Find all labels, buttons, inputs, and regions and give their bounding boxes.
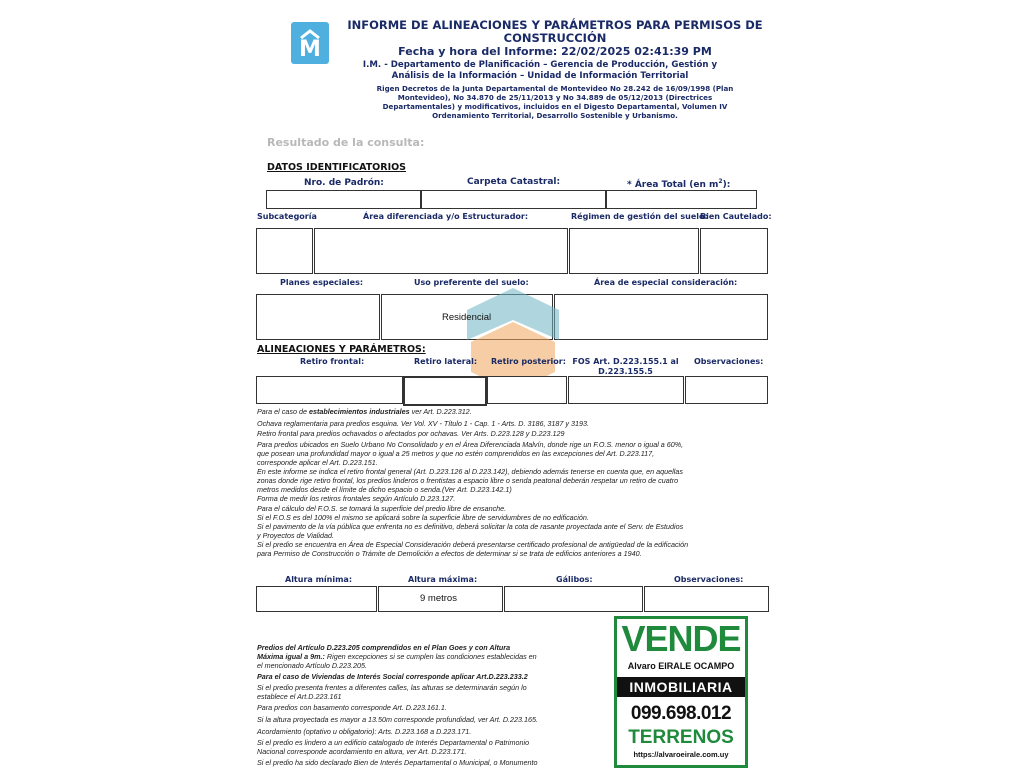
retiro-lateral-field[interactable] [403, 376, 487, 406]
altura-minima-field[interactable] [256, 586, 377, 612]
bottom-note-text: establece el Art.D.223.161 [257, 692, 342, 701]
planes-field[interactable] [256, 294, 380, 340]
note-text: corresponde aplicar el Art. D.223.151. [257, 458, 378, 467]
retiro-posterior-field[interactable] [487, 376, 567, 404]
area-total-label [627, 178, 730, 190]
note-text: Ochava reglamentaria para predios esquina. Ver Vol. XV - Título 1 - Cap. 1 - Arts. D. 3186, 3187 y 3193. [257, 419, 589, 428]
bien-cautelado-field[interactable] [700, 228, 768, 274]
real-estate-ad [614, 616, 748, 768]
retiro-frontal-label: Retiro frontal: [300, 357, 365, 366]
ad-name: Alvaro EIRALE OCAMPO [627, 661, 735, 671]
note-text: Para el cálculo del F.O.S. se tomará la superficie del predio libre de ensanche. [257, 504, 507, 513]
area-total-text: * Área Total (en m [627, 180, 719, 190]
note-line [257, 550, 642, 558]
bottom-note-line [257, 728, 471, 736]
note-text: En este informe se indica el retiro frontal general (Art. D.223.126 al D.223.142), debiendo además tenerse en cuenta que, en aquellas [257, 467, 683, 476]
retiro-posterior-label: Retiro posterior: [491, 357, 566, 366]
decree-line-1: Rigen Decretos de la Junta Departamental de Montevideo No 28.242 de 16/09/1998 (Plan [376, 84, 734, 93]
bottom-note-line [257, 673, 528, 681]
bottom-note-line [257, 716, 538, 724]
bottom-note-text: Nacional corresponde acordamiento en altura, ver Art. D.223.171. [257, 747, 467, 756]
retiro-frontal-field[interactable] [256, 376, 403, 404]
note-text: que posean una profundidad mayor o igual a 25 metros y que no estén comprendidos en las excepciones del Art. D.223.117, [257, 449, 655, 458]
department [340, 60, 740, 81]
bottom-note-line [257, 704, 447, 712]
altura-maxima-label: Altura máxima: [408, 575, 478, 584]
report-datetime: Fecha y hora del Informe: 22/02/2025 02:41:39 PM [398, 45, 712, 58]
note-text: metros medidos desde el límite de dicho espacio o senda.(Ver Art. D.223.142.1) [257, 485, 512, 494]
altura-minima-label: Altura mínima: [285, 575, 353, 584]
ad-terrenos: TERRENOS [628, 727, 734, 748]
area-total-field[interactable] [606, 190, 757, 209]
fos-line-2: D.223.155.5 [598, 366, 653, 376]
uso-value: Residencial [442, 312, 492, 323]
galibos-field[interactable] [504, 586, 643, 612]
area-sup: 2 [718, 178, 723, 185]
alturas-observaciones-label: Observaciones: [674, 575, 744, 584]
logo-letter: M [299, 37, 321, 62]
area-especial-label: Área de especial consideración: [594, 278, 738, 287]
bottom-note-line [257, 693, 341, 701]
observaciones-label: Observaciones: [694, 357, 764, 366]
fos-label [568, 357, 683, 376]
regimen-label: Régimen de gestión del suelo: [571, 212, 708, 221]
note-text: y Proyectos de Vialidad. [257, 531, 334, 540]
note-text: Para predios ubicados en Suelo Urbano No Consolidado y en el Área Diferenciada Malvín, donde rige un F.O.S. menor o igual a 60%, [257, 440, 684, 449]
bottom-note-text: Si el predio presenta frentes a diferentes calles, las alturas se determinarán según lo [257, 683, 527, 692]
note-text: Forma de medir los retiros frontales según Artículo D.223.127. [257, 494, 456, 503]
note-line [257, 420, 589, 428]
bottom-note-text: Si el predio ha sido declarado Bien de Interés Departamental o Municipal, o Monumento [257, 758, 538, 767]
galibos-label: Gálibos: [556, 575, 593, 584]
fos-field[interactable] [568, 376, 684, 404]
bien-cautelado-label: Bien Cautelado: [700, 212, 772, 221]
subcategoria-label: Subcategoría [257, 212, 317, 221]
bottom-note-text: Acordamiento (optativo u obligatorio): Arts. D.223.168 a D.223.171. [257, 727, 472, 736]
padron-field[interactable] [266, 190, 421, 209]
note-text: Para el caso de [257, 407, 309, 416]
bottom-note-line [257, 662, 367, 670]
ad-phone: 099.698.012 [630, 703, 732, 724]
datos-heading: DATOS IDENTIFICATORIOS [267, 162, 407, 173]
decree-line-3: Departamentales) y modificativos, incluidos en el Digesto Departamental, Volumen IV [382, 102, 728, 111]
bottom-note-text: Para el caso de Viviendas de Interés Social corresponde aplicar Art.D.223.233.2 [257, 672, 528, 681]
bottom-note-line [257, 748, 467, 756]
bottom-note-line [257, 759, 537, 767]
fos-line-1: FOS Art. D.223.155.1 al [572, 357, 679, 366]
dept-line-2: Análisis de la Información – Unidad de Información Territorial [391, 70, 689, 81]
note-text: zonas donde rige retiro frontal, los predios linderos o frentistas a espacio libre o senda peatonal deberán respetar un retiro de cuatro [257, 476, 679, 485]
note-text: Si el predio se encuentra en Área de Especial Consideración deberá presentarse certificado profesional de antigüedad de la edificación [257, 540, 689, 549]
observaciones-field[interactable] [685, 376, 768, 404]
carpeta-field[interactable] [421, 190, 606, 209]
result-label: Resultado de la consulta: [267, 136, 425, 149]
area-diferenciada-label: Área diferenciada y/o Estructurador: [363, 212, 529, 221]
decree-line-2: Montevideo), No 34.870 de 25/11/2013 y No 34.889 de 05/12/2013 (Directrices [397, 93, 713, 102]
area-total-end: ): [722, 180, 731, 190]
bottom-note-text: Si la altura proyectada es mayor a 13.50m corresponde profundidad, ver Art. D.223.165. [257, 715, 539, 724]
note-text-end: ver Art. D.223.312. [409, 407, 472, 416]
decrees [340, 84, 770, 120]
uso-label: Uso preferente del suelo: [414, 278, 529, 287]
bottom-note-text: Para predios con basamento corresponde Art. D.223.161.1. [257, 703, 447, 712]
planes-label: Planes especiales: [280, 278, 364, 287]
note-text: Retiro frontal para predios ochavados o afectados por ochavas. Ver Arts. D.223.128 y D.223.129 [257, 429, 565, 438]
alineaciones-heading: ALINEACIONES Y PARÁMETROS: [257, 344, 426, 355]
bottom-note-rest: Rigen excepciones si se cumplen las condiciones establecidas en [324, 652, 537, 661]
note-line [257, 495, 455, 503]
logo [291, 22, 329, 64]
ad-inmobiliaria: INMOBILIARIA [617, 677, 745, 697]
area-diferenciada-field[interactable] [314, 228, 568, 274]
carpeta-label: Carpeta Catastral: [467, 177, 561, 187]
dept-line-1: I.M. - Departamento de Planificación – Gerencia de Producción, Gestión y [362, 60, 718, 70]
bottom-note-text: Si el predio es lindero a un edificio catalogado de Interés Departamental o Patrimonio [257, 738, 530, 747]
alturas-observaciones-field[interactable] [644, 586, 769, 612]
note-text: Si el F.O.S es del 100% el mismo se aplicará sobre la superficie libre de servidumbres de no edificación. [257, 513, 589, 522]
title-line-1: INFORME DE ALINEACIONES Y PARÁMETROS PARA PERMISOS DE [347, 18, 763, 32]
bottom-note-text: el mencionado Artículo D.223.205. [257, 661, 368, 670]
ad-url[interactable]: https://alvaroeirale.com.uy [633, 750, 729, 759]
retiro-lateral-label: Retiro lateral: [414, 357, 478, 366]
bottom-note-text: Predios del Artículo D.223.205 comprendidos en el Plan Goes y con Altura [257, 643, 511, 652]
area-especial-field[interactable] [554, 294, 768, 340]
note-bold-text: establecimientos industriales [308, 407, 410, 416]
title-line-2: CONSTRUCCIÓN [503, 31, 607, 45]
decree-line-4: Ordenamiento Territorial, Desarrollo Sostenible y Urbanismo. [432, 111, 678, 120]
report-title [340, 19, 770, 45]
subcategoria-field[interactable] [256, 228, 313, 274]
note-text: para Permiso de Construcción o Trámite de Demolición a efectos de determinar si se trata de edificios anteriores a 1940. [257, 549, 642, 558]
note-line [257, 408, 472, 416]
bottom-note-text: Máxima igual a 9m.: [257, 652, 325, 661]
note-text: Si el pavimento de la vía pública que enfrenta no es definitivo, deberá solicitar la cota de rasante proyectada ante el Serv. de Estudios [257, 522, 684, 531]
padron-label: Nro. de Padrón: [304, 178, 384, 188]
altura-maxima-value: 9 metros [420, 593, 457, 604]
ad-vende: VENDE [621, 618, 741, 659]
regimen-field[interactable] [569, 228, 699, 274]
note-line [257, 430, 565, 438]
